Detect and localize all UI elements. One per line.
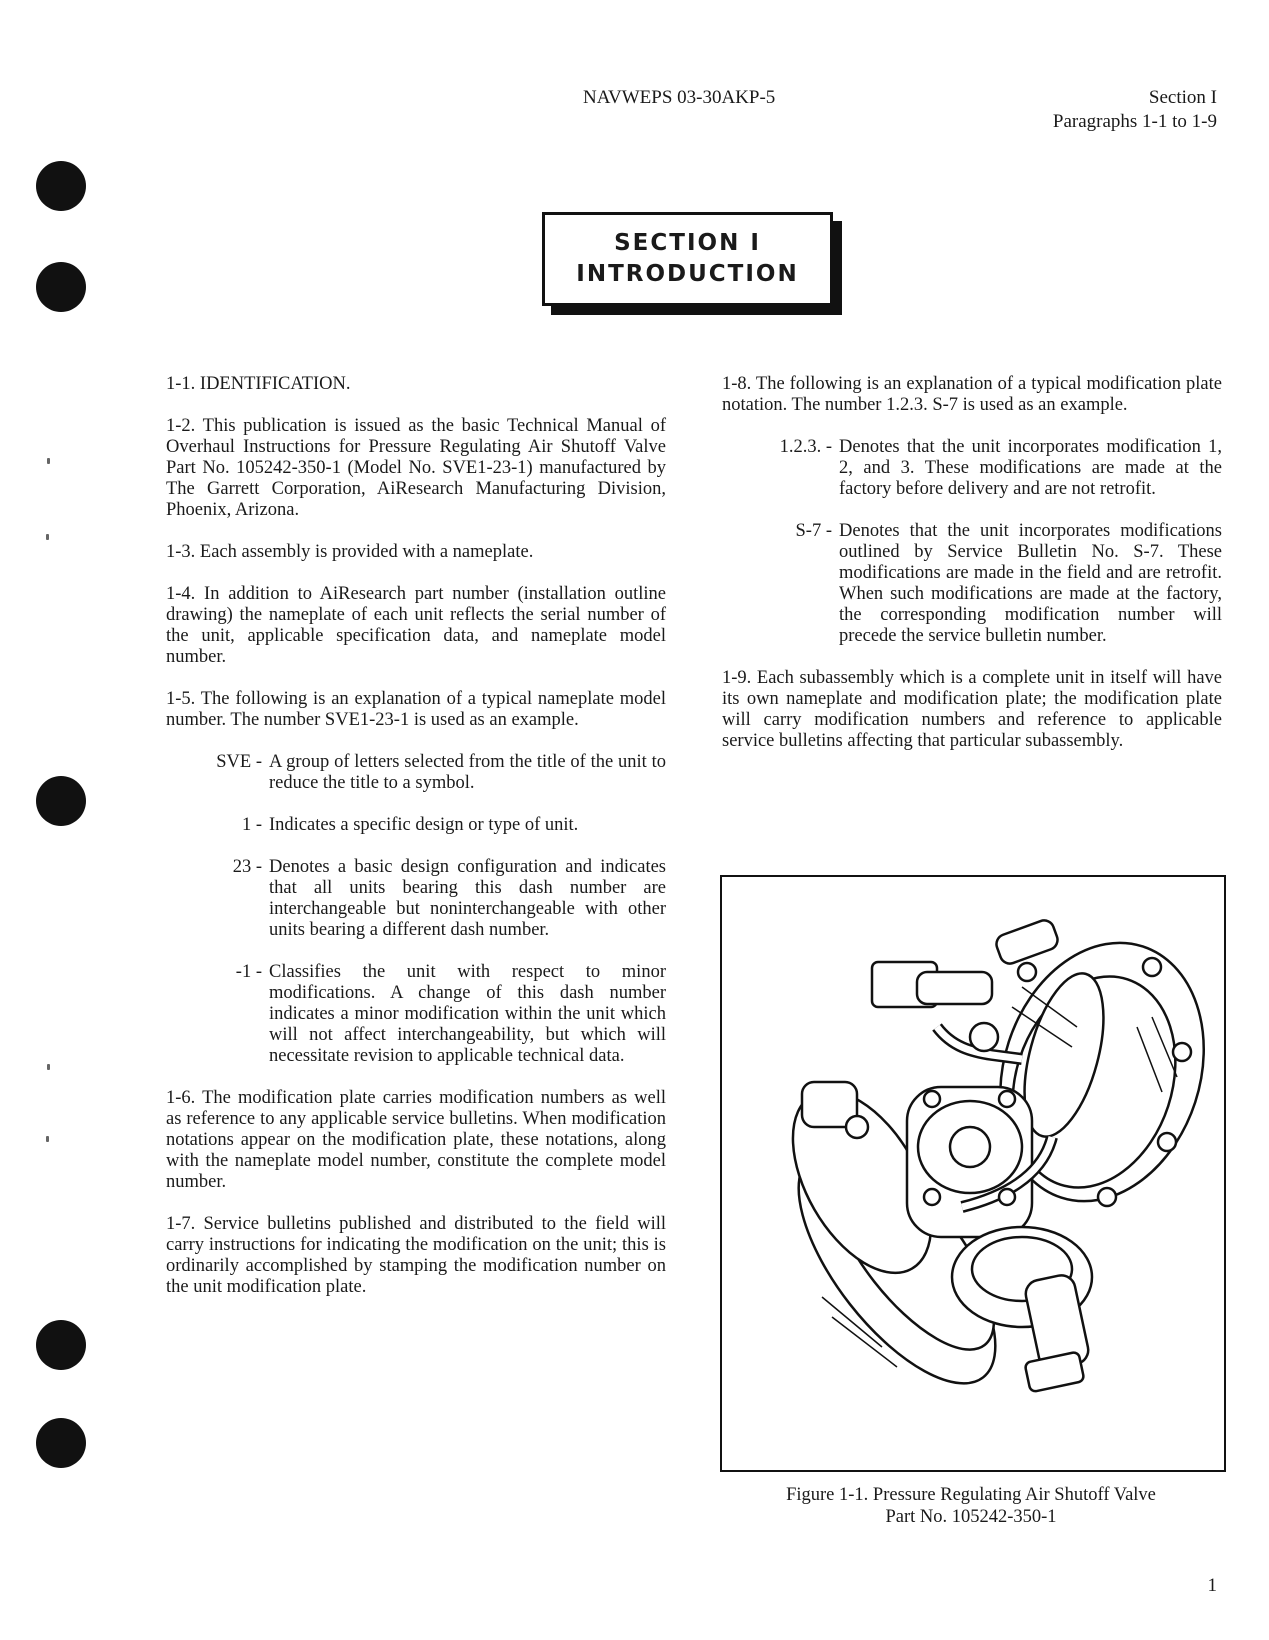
paragraph-1-8: 1-8. The following is an explanation of a typical modification plate notation. The number 1.2.3. S-7 is used as an example.: [722, 374, 1222, 415]
definition-text: Denotes a basic design configuration and indicates that all units bearing this dash number are interchangeable but noninterchangeable with other units bearing a different dash number.: [269, 857, 666, 940]
figure-frame: [720, 875, 1226, 1472]
valve-illustration: [722, 877, 1224, 1470]
section-title-box: [542, 212, 833, 306]
definition-item: [166, 815, 666, 836]
binder-hole: [36, 262, 86, 312]
definition-text: Indicates a specific design or type of unit.: [269, 815, 579, 835]
definition-item: [166, 962, 666, 1067]
paragraph-1-5: 1-5. The following is an explanation of a typical nameplate model number. The number SVE1-23-1 is used as an example.: [166, 689, 666, 730]
paragraph-1-3: 1-3. Each assembly is provided with a nameplate.: [166, 542, 534, 562]
section-title: INTRODUCTION: [576, 261, 799, 287]
binder-hole: [36, 161, 86, 211]
definition-text: Denotes that the unit incorporates modifications outlined by Service Bulletin No. S-7. These modifications are made in the field and are retrofit. When such modifications are made at the factory, the corresponding modification number will precede the service bulletin number.: [839, 521, 1222, 646]
figure-caption-part: Part No. 105242-350-1: [885, 1507, 1057, 1527]
header-section: Section I: [1148, 87, 1217, 108]
paragraph-1-1: 1-1. IDENTIFICATION.: [166, 374, 351, 394]
scan-speck: [47, 1064, 50, 1070]
binder-hole: [36, 1320, 86, 1370]
definition-text: Classifies the unit with respect to minor modifications. A change of this dash number indicates a minor modification within the unit which will not affect interchangeability, but which will necessitate revision to applicable technical data.: [269, 962, 666, 1066]
binder-hole: [36, 776, 86, 826]
definition-item: [722, 437, 1222, 500]
definition-term: 1.2.3. -: [779, 437, 832, 457]
definition-item: [166, 752, 666, 794]
definition-text: Denotes that the unit incorporates modification 1, 2, and 3. These modifications are made at the factory before delivery and are not retrofit.: [839, 437, 1222, 499]
definition-text: A group of letters selected from the title of the unit to reduce the title to a symbol.: [269, 752, 666, 793]
definition-term: -1 -: [235, 962, 262, 982]
binder-hole: [36, 1418, 86, 1468]
definition-item: [166, 857, 666, 941]
definition-term: 1 -: [241, 815, 262, 835]
right-column: [722, 374, 1222, 773]
left-column: [166, 374, 666, 1319]
definition-term: SVE -: [216, 752, 262, 772]
figure-caption-title: Figure 1-1. Pressure Regulating Air Shutoff Valve: [786, 1485, 1156, 1505]
scan-speck: [46, 1136, 49, 1142]
header-paragraphs: Paragraphs 1-1 to 1-9: [1052, 111, 1217, 132]
page-number: 1: [1207, 1575, 1217, 1596]
header-section-info: [1053, 86, 1217, 134]
scan-speck: [46, 534, 49, 540]
paragraph-1-9: 1-9. Each subassembly which is a complete unit in itself will have its own nameplate and modification plate; the modification plate will carry modification numbers and reference to applicable service bulletins affecting that particular subassembly.: [722, 668, 1222, 751]
figure-caption: [720, 1484, 1222, 1528]
scan-speck: [47, 458, 50, 464]
paragraph-1-4: 1-4. In addition to AiResearch part number (installation outline drawing) the nameplate of each unit reflects the serial number of the unit, applicable specification data, and nameplate model number.: [166, 584, 666, 667]
paragraph-1-7: 1-7. Service bulletins published and distributed to the field will carry instructions for indicating the modification on the unit; this is ordinarily accomplished by stamping the modification number on the unit modification plate.: [166, 1214, 666, 1297]
paragraph-1-6: 1-6. The modification plate carries modification numbers as well as reference to any applicable service bulletins. When modification notations appear on the modification plate, these notations, along with the nameplate model number, constitute the complete model number.: [166, 1088, 666, 1192]
document-number: NAVWEPS 03-30AKP-5: [583, 87, 776, 108]
paragraph-1-2: 1-2. This publication is issued as the basic Technical Manual of Overhaul Instructions for Pressure Regulating Air Shutoff Valve Part No. 105242-350-1 (Model No. SVE1-23-1) manufactured by The Garrett Corporation, AiResearch Manufacturing Division, Phoenix, Arizona.: [166, 416, 666, 520]
definition-term: S-7 -: [795, 521, 832, 541]
definition-item: [722, 521, 1222, 647]
definition-term: 23 -: [232, 857, 262, 877]
section-number: SECTION I: [614, 230, 761, 256]
